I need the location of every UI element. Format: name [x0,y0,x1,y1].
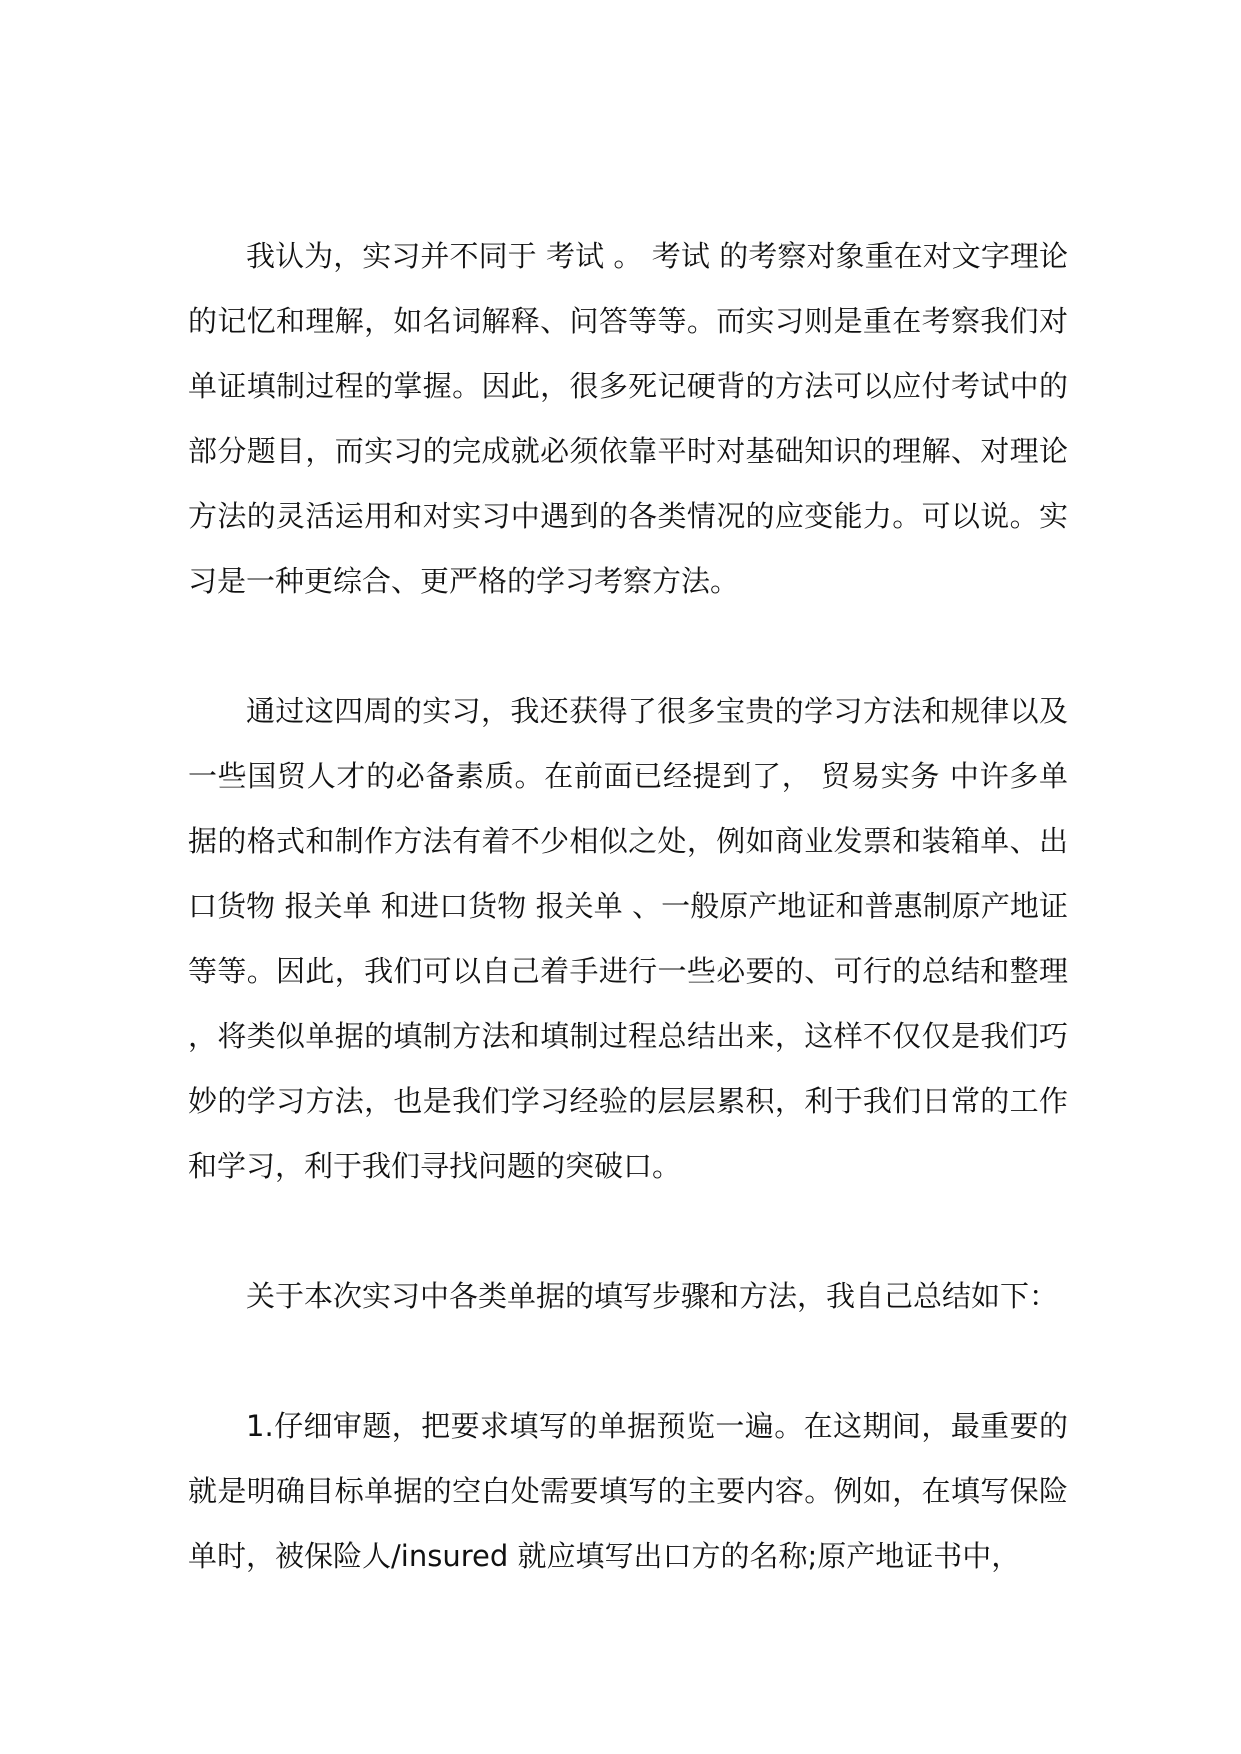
paragraph-spacer [188,1199,1068,1264]
paragraph-1: 我认为，实习并不同于 考试 。 考试 的考察对象重在对文字理论的记忆和理解，如名词解释、问答等等。而实习则是重在考察我们对单证填制过程的掌握。因此，很多死记硬背的方法可以应付考试中的部分题目，而实习的完成就必须依靠平时对基础知识的理解、对理论方法的灵活运用和对实习中遇到的各类情况的应变能力。可以说。实习是一种更综合、更严格的学习考察方法。 [188,239,1068,598]
paragraph-4: 1.仔细审题，把要求填写的单据预览一遍。在这期间，最重要的就是明确目标单据的空白处需要填写的主要内容。例如，在填写保险单时，被保险人/insured 就应填写出口方的名称;原产地证书中， [188,1409,1068,1573]
document-body [188,224,1068,1589]
paragraph-2: 通过这四周的实习，我还获得了很多宝贵的学习方法和规律以及一些国贸人才的必备素质。在前面已经提到了， 贸易实务 中许多单据的格式和制作方法有着不少相似之处，例如商业发票和装箱单、出口货物 报关单 和进口货物 报关单 、一般原产地证和普惠制原产地证等等。因此，我们可以自己着手进行一些必要的、可行的总结和整理，将类似单据的填制方法和填制过程总结出来，这样不仅仅是我们巧妙的学习方法，也是我们学习经验的层层累积，利于我们日常的工作和学习，利于我们寻找问题的突破口。 [188,694,1068,1183]
paragraph-spacer [188,1329,1068,1394]
paragraph-spacer [188,614,1068,679]
paragraph-3: 关于本次实习中各类单据的填写步骤和方法，我自己总结如下： [246,1279,1059,1313]
